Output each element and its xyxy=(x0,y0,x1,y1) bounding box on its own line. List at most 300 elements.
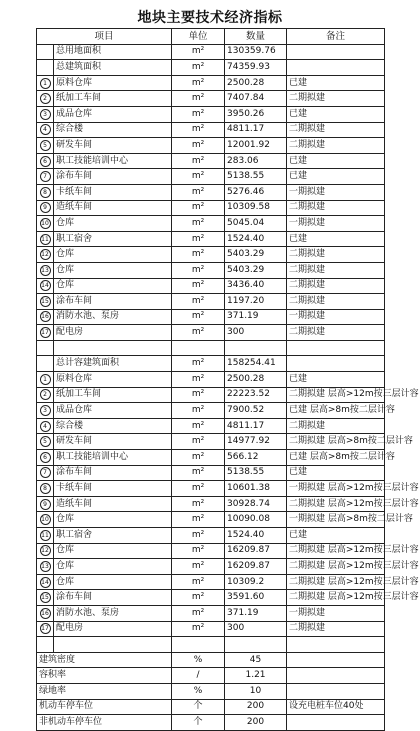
unit-cell: m² xyxy=(172,543,225,559)
circled-number: 5 xyxy=(40,140,51,151)
value-cell: 4811.17 xyxy=(225,418,287,434)
value-cell: 5045.04 xyxy=(225,216,287,232)
value-cell: 371.19 xyxy=(225,309,287,325)
circled-number: 1 xyxy=(40,78,51,89)
table-row xyxy=(37,247,385,263)
item-label: 仓库 xyxy=(54,543,172,559)
item-label: 成品仓库 xyxy=(54,403,172,419)
summary-label: 机动车停车位 xyxy=(37,699,172,715)
table-row xyxy=(37,294,385,310)
total-calc-row xyxy=(37,356,385,372)
circled-number: 1 xyxy=(40,374,51,385)
value-cell: 130359.76 xyxy=(225,44,287,60)
summary-label: 绿地率 xyxy=(37,683,172,699)
unit-cell: m² xyxy=(172,356,225,372)
note-cell: 已建 层高>8m按二层计容 xyxy=(287,450,385,466)
unit-cell: m² xyxy=(172,512,225,528)
circled-number: 8 xyxy=(40,483,51,494)
table-row xyxy=(37,231,385,247)
summary-row xyxy=(37,699,385,715)
circled-number: 16 xyxy=(41,313,49,321)
table-row xyxy=(37,465,385,481)
note-cell: 二期拟建 xyxy=(287,91,385,107)
row-number xyxy=(37,637,54,653)
indicator-table xyxy=(36,28,419,731)
row-number xyxy=(37,153,54,169)
value-cell: 283.06 xyxy=(225,153,287,169)
row-number xyxy=(37,372,54,388)
item-label: 配电房 xyxy=(54,325,172,341)
item-label: 造纸车间 xyxy=(54,200,172,216)
item-label: 卡纸车间 xyxy=(54,184,172,200)
unit-cell: m² xyxy=(172,590,225,606)
table-row xyxy=(37,106,385,122)
note-cell: 二期拟建 层高>12m按三层计容 xyxy=(287,590,385,606)
note-cell: 二期拟建 xyxy=(287,621,385,637)
note-cell: 已建 xyxy=(287,465,385,481)
value-cell: 200 xyxy=(225,715,287,731)
value-cell: 7900.52 xyxy=(225,403,287,419)
circled-number: 17 xyxy=(41,329,49,337)
value-cell: 3436.40 xyxy=(225,278,287,294)
row-number xyxy=(37,434,54,450)
note-cell: 二期拟建 xyxy=(287,294,385,310)
value-cell: 74359.93 xyxy=(225,60,287,76)
table-row xyxy=(37,91,385,107)
row-number xyxy=(37,138,54,154)
note-cell: 二期拟建 xyxy=(287,122,385,138)
table-row xyxy=(37,387,385,403)
note-cell: 已建 xyxy=(287,528,385,544)
table-row xyxy=(37,216,385,232)
unit-cell: m² xyxy=(172,122,225,138)
unit-cell: m² xyxy=(172,262,225,278)
item-label: 职工技能培训中心 xyxy=(54,450,172,466)
circled-number: 2 xyxy=(40,389,51,400)
item-label: 仓库 xyxy=(54,247,172,263)
table-row xyxy=(37,262,385,278)
unit-cell xyxy=(172,637,225,653)
value-cell: 5403.29 xyxy=(225,262,287,278)
row-number xyxy=(37,590,54,606)
value-cell: 5276.46 xyxy=(225,184,287,200)
unit-cell: m² xyxy=(172,574,225,590)
item-label: 卡纸车间 xyxy=(54,481,172,497)
unit-cell: m² xyxy=(172,621,225,637)
table-row xyxy=(37,403,385,419)
note-cell: 一期拟建 xyxy=(287,184,385,200)
row-number xyxy=(37,340,54,356)
circled-number: 12 xyxy=(41,251,49,259)
unit-cell: m² xyxy=(172,138,225,154)
value-cell: 300 xyxy=(225,325,287,341)
table-row xyxy=(37,75,385,91)
note-cell xyxy=(287,652,385,668)
row-number xyxy=(37,200,54,216)
row-number xyxy=(37,247,54,263)
circled-number: 17 xyxy=(41,625,49,633)
header-item: 项目 xyxy=(37,29,172,45)
item-label: 总用地面积 xyxy=(54,44,172,60)
row-number xyxy=(37,543,54,559)
value-cell: 1524.40 xyxy=(225,231,287,247)
table-row xyxy=(37,278,385,294)
table-row xyxy=(37,528,385,544)
note-cell xyxy=(287,683,385,699)
table-row xyxy=(37,543,385,559)
unit-cell: m² xyxy=(172,231,225,247)
unit-cell: m² xyxy=(172,200,225,216)
value-cell: 16209.87 xyxy=(225,543,287,559)
row-number xyxy=(37,60,54,76)
value-cell: 158254.41 xyxy=(225,356,287,372)
circled-number: 6 xyxy=(40,452,51,463)
item-label: 消防水池、泵房 xyxy=(54,309,172,325)
row-number xyxy=(37,262,54,278)
value-cell: 12001.92 xyxy=(225,138,287,154)
circled-number: 13 xyxy=(41,266,49,274)
circled-number: 7 xyxy=(40,467,51,478)
item-label: 原料仓库 xyxy=(54,75,172,91)
item-label: 职工宿舍 xyxy=(54,231,172,247)
item-label: 涂布车间 xyxy=(54,465,172,481)
row-number xyxy=(37,481,54,497)
item-label: 涂布车间 xyxy=(54,590,172,606)
circled-number: 14 xyxy=(41,578,49,586)
item-label: 仓库 xyxy=(54,574,172,590)
note-cell: 二期拟建 层高>12m按三层计容 xyxy=(287,496,385,512)
row-number xyxy=(37,574,54,590)
table-row xyxy=(37,450,385,466)
note-cell xyxy=(287,668,385,684)
unit-cell: m² xyxy=(172,278,225,294)
note-cell: 二期拟建 层高>12m按三层计容 xyxy=(287,559,385,575)
table-row xyxy=(37,184,385,200)
note-cell: 一期拟建 xyxy=(287,605,385,621)
unit-cell: m² xyxy=(172,169,225,185)
unit-cell: m² xyxy=(172,496,225,512)
unit-cell: m² xyxy=(172,403,225,419)
row-number xyxy=(37,465,54,481)
item-label: 仓库 xyxy=(54,262,172,278)
value-cell: 2500.28 xyxy=(225,75,287,91)
value-cell: 5138.55 xyxy=(225,465,287,481)
summary-label: 容积率 xyxy=(37,668,172,684)
value-cell: 22223.52 xyxy=(225,387,287,403)
value-cell: 5138.55 xyxy=(225,169,287,185)
header-unit: 单位 xyxy=(172,29,225,45)
table-row xyxy=(37,138,385,154)
item-label: 配电房 xyxy=(54,621,172,637)
page-title: 地块主要技术经济指标 xyxy=(137,10,283,26)
row-number xyxy=(37,559,54,575)
circled-number: 11 xyxy=(41,531,49,539)
note-cell xyxy=(287,356,385,372)
summary-row xyxy=(37,652,385,668)
circled-number: 13 xyxy=(41,562,49,570)
row-number xyxy=(37,231,54,247)
value-cell: 7407.84 xyxy=(225,91,287,107)
item-label xyxy=(54,340,172,356)
item-label: 综合楼 xyxy=(54,122,172,138)
value-cell: 30928.74 xyxy=(225,496,287,512)
note-cell xyxy=(287,60,385,76)
item-label: 成品仓库 xyxy=(54,106,172,122)
value-cell: 1.21 xyxy=(225,668,287,684)
row-number xyxy=(37,75,54,91)
item-label: 职工宿舍 xyxy=(54,528,172,544)
summary-label: 非机动车停车位 xyxy=(37,715,172,731)
circled-number: 6 xyxy=(40,156,51,167)
total-land-row xyxy=(37,44,385,60)
circled-number: 7 xyxy=(40,171,51,182)
unit-cell: m² xyxy=(172,559,225,575)
summary-row xyxy=(37,683,385,699)
value-cell: 300 xyxy=(225,621,287,637)
unit-cell: m² xyxy=(172,418,225,434)
unit-cell: m² xyxy=(172,605,225,621)
unit-cell: m² xyxy=(172,216,225,232)
row-number xyxy=(37,512,54,528)
value-cell: 5403.29 xyxy=(225,247,287,263)
row-number xyxy=(37,605,54,621)
note-cell: 设充电桩车位40处 xyxy=(287,699,385,715)
note-cell: 二期拟建 xyxy=(287,418,385,434)
value-cell: 2500.28 xyxy=(225,372,287,388)
header-note: 备注 xyxy=(287,29,385,45)
empty-row xyxy=(37,637,385,653)
unit-cell: m² xyxy=(172,434,225,450)
table-row xyxy=(37,590,385,606)
value-cell: 3950.26 xyxy=(225,106,287,122)
value-cell xyxy=(225,340,287,356)
unit-cell xyxy=(172,340,225,356)
circled-number: 4 xyxy=(40,421,51,432)
summary-row xyxy=(37,715,385,731)
value-cell: 10 xyxy=(225,683,287,699)
row-number xyxy=(37,106,54,122)
unit-cell: m² xyxy=(172,528,225,544)
summary-label: 建筑密度 xyxy=(37,652,172,668)
item-label: 职工技能培训中心 xyxy=(54,153,172,169)
note-cell: 已建 xyxy=(287,106,385,122)
item-label: 消防水池、泵房 xyxy=(54,605,172,621)
table-row xyxy=(37,153,385,169)
table-row xyxy=(37,512,385,528)
table-row xyxy=(37,200,385,216)
row-number xyxy=(37,528,54,544)
table-row xyxy=(37,434,385,450)
note-cell xyxy=(287,44,385,60)
circled-number: 15 xyxy=(41,594,49,602)
note-cell: 已建 层高>8m按二层计容 xyxy=(287,403,385,419)
note-cell: 二期拟建 xyxy=(287,325,385,341)
table-row xyxy=(37,122,385,138)
unit-cell: m² xyxy=(172,325,225,341)
unit-cell: % xyxy=(172,683,225,699)
table-row xyxy=(37,559,385,575)
unit-cell: / xyxy=(172,668,225,684)
value-cell: 200 xyxy=(225,699,287,715)
item-label: 造纸车间 xyxy=(54,496,172,512)
row-number xyxy=(37,278,54,294)
table-row xyxy=(37,481,385,497)
unit-cell: m² xyxy=(172,106,225,122)
note-cell: 二期拟建 xyxy=(287,138,385,154)
table-body xyxy=(37,44,419,730)
note-cell: 一期拟建 层高>8m按二层计容 xyxy=(287,512,385,528)
note-cell: 已建 xyxy=(287,75,385,91)
circled-number: 10 xyxy=(41,516,49,524)
circled-number: 2 xyxy=(40,93,51,104)
unit-cell: m² xyxy=(172,481,225,497)
value-cell: 1197.20 xyxy=(225,294,287,310)
table-row xyxy=(37,169,385,185)
total-build-row xyxy=(37,60,385,76)
note-cell: 二期拟建 xyxy=(287,200,385,216)
table-row xyxy=(37,309,385,325)
summary-row xyxy=(37,668,385,684)
value-cell: 16209.87 xyxy=(225,559,287,575)
value-cell xyxy=(225,637,287,653)
unit-cell: m² xyxy=(172,247,225,263)
item-label: 原料仓库 xyxy=(54,372,172,388)
note-cell: 二期拟建 xyxy=(287,262,385,278)
row-number xyxy=(37,325,54,341)
item-label: 仓库 xyxy=(54,512,172,528)
note-cell xyxy=(287,340,385,356)
unit-cell: m² xyxy=(172,60,225,76)
unit-cell: m² xyxy=(172,294,225,310)
circled-number: 11 xyxy=(41,235,49,243)
circled-number: 15 xyxy=(41,297,49,305)
unit-cell: m² xyxy=(172,44,225,60)
note-cell: 二期拟建 xyxy=(287,278,385,294)
value-cell: 14977.92 xyxy=(225,434,287,450)
item-label: 总建筑面积 xyxy=(54,60,172,76)
row-number xyxy=(37,122,54,138)
unit-cell: % xyxy=(172,652,225,668)
header-qty: 数量 xyxy=(225,29,287,45)
table-row xyxy=(37,574,385,590)
unit-cell: m² xyxy=(172,153,225,169)
row-number xyxy=(37,450,54,466)
row-number xyxy=(37,294,54,310)
circled-number: 3 xyxy=(40,109,51,120)
table-row xyxy=(37,418,385,434)
table-row xyxy=(37,325,385,341)
item-label: 涂布车间 xyxy=(54,169,172,185)
unit-cell: m² xyxy=(172,309,225,325)
value-cell: 45 xyxy=(225,652,287,668)
circled-number: 8 xyxy=(40,187,51,198)
row-number xyxy=(37,356,54,372)
circled-number: 4 xyxy=(40,124,51,135)
value-cell: 3591.60 xyxy=(225,590,287,606)
note-cell: 一期拟建 层高>12m按三层计容 xyxy=(287,481,385,497)
value-cell: 1524.40 xyxy=(225,528,287,544)
row-number xyxy=(37,184,54,200)
unit-cell: 个 xyxy=(172,715,225,731)
value-cell: 371.19 xyxy=(225,605,287,621)
note-cell: 已建 xyxy=(287,169,385,185)
item-label: 仓库 xyxy=(54,278,172,294)
circled-number: 9 xyxy=(40,202,51,213)
value-cell: 10309.58 xyxy=(225,200,287,216)
row-number xyxy=(37,387,54,403)
circled-number: 3 xyxy=(40,405,51,416)
note-cell: 二期拟建 层高>8m按二层计容 xyxy=(287,434,385,450)
unit-cell: m² xyxy=(172,184,225,200)
item-label: 综合楼 xyxy=(54,418,172,434)
circled-number: 16 xyxy=(41,609,49,617)
note-cell: 一期拟建 xyxy=(287,309,385,325)
table-row xyxy=(37,605,385,621)
note-cell xyxy=(287,637,385,653)
empty-row xyxy=(37,340,385,356)
note-cell: 二期拟建 层高>12m按三层计容 xyxy=(287,387,385,403)
note-cell: 二期拟建 层高>12m按三层计容 xyxy=(287,543,385,559)
table-row xyxy=(37,372,385,388)
circled-number: 14 xyxy=(41,282,49,290)
table-row xyxy=(37,496,385,512)
table-header-row xyxy=(37,29,385,45)
item-label: 仓库 xyxy=(54,559,172,575)
value-cell: 10090.08 xyxy=(225,512,287,528)
table-row xyxy=(37,621,385,637)
value-cell: 566.12 xyxy=(225,450,287,466)
unit-cell: m² xyxy=(172,91,225,107)
row-number xyxy=(37,216,54,232)
item-label: 研发车间 xyxy=(54,138,172,154)
circled-number: 5 xyxy=(40,436,51,447)
note-cell: 已建 xyxy=(287,372,385,388)
circled-number: 9 xyxy=(40,499,51,510)
row-number xyxy=(37,418,54,434)
circled-number: 12 xyxy=(41,547,49,555)
item-label: 仓库 xyxy=(54,216,172,232)
item-label: 涂布车间 xyxy=(54,294,172,310)
row-number xyxy=(37,403,54,419)
row-number xyxy=(37,309,54,325)
note-cell: 二期拟建 层高>12m按三层计容 xyxy=(287,574,385,590)
row-number xyxy=(37,44,54,60)
note-cell xyxy=(287,715,385,731)
value-cell: 4811.17 xyxy=(225,122,287,138)
row-number xyxy=(37,169,54,185)
unit-cell: m² xyxy=(172,387,225,403)
value-cell: 10309.2 xyxy=(225,574,287,590)
item-label xyxy=(54,637,172,653)
unit-cell: 个 xyxy=(172,699,225,715)
note-cell: 已建 xyxy=(287,153,385,169)
item-label: 纸加工车间 xyxy=(54,387,172,403)
unit-cell: m² xyxy=(172,75,225,91)
row-number xyxy=(37,496,54,512)
note-cell: 已建 xyxy=(287,231,385,247)
item-label: 总计容建筑面积 xyxy=(54,356,172,372)
value-cell: 10601.38 xyxy=(225,481,287,497)
row-number xyxy=(37,621,54,637)
circled-number: 10 xyxy=(41,219,49,227)
item-label: 研发车间 xyxy=(54,434,172,450)
unit-cell: m² xyxy=(172,465,225,481)
note-cell: 一期拟建 xyxy=(287,216,385,232)
item-label: 纸加工车间 xyxy=(54,91,172,107)
unit-cell: m² xyxy=(172,450,225,466)
unit-cell: m² xyxy=(172,372,225,388)
row-number xyxy=(37,91,54,107)
